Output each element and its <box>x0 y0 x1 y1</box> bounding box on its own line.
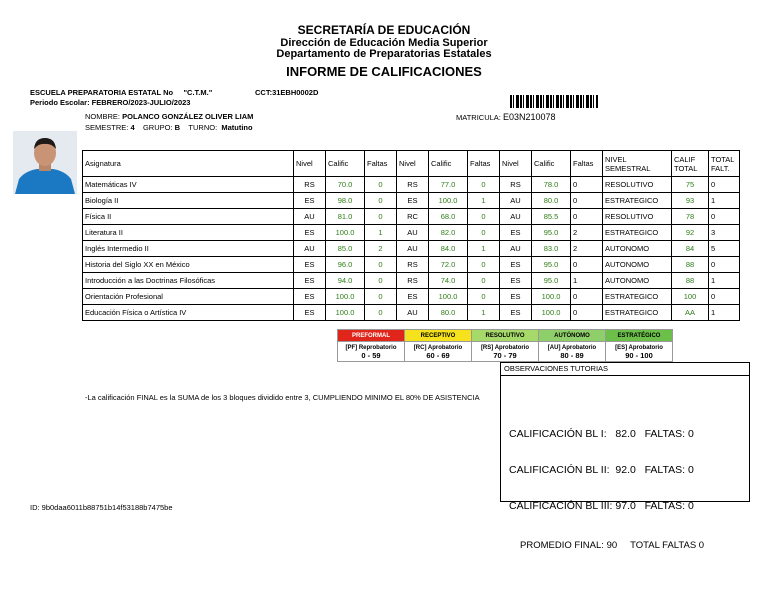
column-header: Asignatura <box>83 151 294 177</box>
grade-cell: 0 <box>365 209 397 225</box>
column-header: Faltas <box>365 151 397 177</box>
scale-level-range <box>338 342 405 362</box>
grade-cell: 92 <box>672 225 709 241</box>
grade-cell: 88 <box>672 273 709 289</box>
grade-cell: 0 <box>365 177 397 193</box>
grade-cell: RS <box>397 273 429 289</box>
grade-cell: 0 <box>365 273 397 289</box>
observations-title: OBSERVACIONES TUTORIAS <box>501 363 749 376</box>
grade-cell: 83.0 <box>532 241 571 257</box>
grade-cell: 1 <box>468 305 500 321</box>
grade-cell: 95.0 <box>532 257 571 273</box>
grade-cell: RS <box>500 177 532 193</box>
grade-cell: 100.0 <box>326 305 365 321</box>
grade-cell: 0 <box>571 257 603 273</box>
grading-scale <box>337 329 673 362</box>
grade-cell: ES <box>500 273 532 289</box>
grade-cell: 0 <box>571 209 603 225</box>
subject-cell: Literatura II <box>83 225 294 241</box>
grade-cell: RS <box>397 257 429 273</box>
grade-cell: 100 <box>672 289 709 305</box>
grade-cell: AU <box>294 209 326 225</box>
final-grade-note: -La calificación FINAL es la SUMA de los 3 bloques dividido entre 3, CUMPLIENDO MINIMO EL 80% DE ASISTENCIA <box>85 393 480 402</box>
subject-cell: Biología II <box>83 193 294 209</box>
scale-level-description: [AU] Aprobatorio <box>547 344 597 351</box>
table-row <box>83 241 740 257</box>
subject-cell: Matemáticas IV <box>83 177 294 193</box>
grade-cell: 95.0 <box>532 273 571 289</box>
grade-cell: 2 <box>365 241 397 257</box>
grade-cell: 5 <box>709 241 740 257</box>
grade-cell: 70.0 <box>326 177 365 193</box>
subject-cell: Física II <box>83 209 294 225</box>
subject-cell: Introducción a las Doctrinas Filosóficas <box>83 273 294 289</box>
grade-cell: ESTRATEGICO <box>603 225 672 241</box>
table-row <box>83 193 740 209</box>
header-departamento: Departamento de Preparatorias Estatales <box>276 48 492 60</box>
grade-cell: ES <box>294 305 326 321</box>
grades-table <box>82 150 740 321</box>
table-row <box>83 305 740 321</box>
grade-cell: 3 <box>709 225 740 241</box>
scale-level-range <box>539 342 606 362</box>
grade-cell: 0 <box>571 177 603 193</box>
scale-level-range <box>405 342 472 362</box>
observations-box <box>500 362 750 551</box>
grade-cell: ES <box>294 225 326 241</box>
table-row <box>83 289 740 305</box>
grade-cell: AUTONOMO <box>603 257 672 273</box>
grade-cell: 72.0 <box>429 257 468 273</box>
grade-cell: 78 <box>672 209 709 225</box>
block2-summary: CALIFICACIÓN BL II: 92.0 FALTAS: 0 <box>509 464 694 476</box>
column-header: Calific <box>326 151 365 177</box>
grade-cell: ES <box>294 257 326 273</box>
grade-cell: 84.0 <box>429 241 468 257</box>
school-cct: CCT:31EBH0002D <box>255 88 319 97</box>
grade-cell: 0 <box>468 177 500 193</box>
grade-cell: AU <box>500 193 532 209</box>
column-header: TOTAL FALT. <box>709 151 740 177</box>
column-header: Calific <box>532 151 571 177</box>
column-header: Nivel <box>397 151 429 177</box>
matricula-value: E03N210078 <box>502 112 556 122</box>
grade-cell: 0 <box>709 209 740 225</box>
grade-cell: 0 <box>571 305 603 321</box>
column-header: Faltas <box>468 151 500 177</box>
grade-cell: 1 <box>365 225 397 241</box>
grade-cell: RS <box>294 177 326 193</box>
column-header: CALIF TOTAL <box>672 151 709 177</box>
grade-cell: 0 <box>468 225 500 241</box>
grade-cell: ES <box>294 193 326 209</box>
grades-header-row <box>83 151 740 177</box>
column-header: Nivel <box>500 151 532 177</box>
grade-cell: ES <box>500 289 532 305</box>
table-row <box>83 273 740 289</box>
grade-cell: 100.0 <box>429 289 468 305</box>
grade-cell: 1 <box>709 193 740 209</box>
grade-cell: RESOLUTIVO <box>603 209 672 225</box>
scale-level-label: ESTRATÉGICO <box>606 330 673 342</box>
grade-cell: ES <box>397 289 429 305</box>
scale-level-range-value: 90 - 100 <box>625 350 653 360</box>
grade-cell: 100.0 <box>429 193 468 209</box>
scale-level-description: [PF] Reprobatorio <box>345 344 397 351</box>
grade-cell: ES <box>500 305 532 321</box>
grade-cell: 68.0 <box>429 209 468 225</box>
grade-cell: 0 <box>709 289 740 305</box>
grade-cell: 84 <box>672 241 709 257</box>
grade-cell: 2 <box>571 241 603 257</box>
subject-cell: Historia del Siglo XX en México <box>83 257 294 273</box>
subject-cell: Educación Física o Artística IV <box>83 305 294 321</box>
grade-cell: 1 <box>709 273 740 289</box>
grade-cell: AU <box>500 241 532 257</box>
grade-cell: AU <box>397 241 429 257</box>
scale-level-label: PREFORMAL <box>338 330 405 342</box>
grade-cell: 1 <box>468 241 500 257</box>
grade-cell: 0 <box>468 257 500 273</box>
student-photo <box>13 131 77 194</box>
student-name: POLANCO GONZÁLEZ OLIVER LIAM <box>122 112 254 121</box>
grade-cell: 2 <box>571 225 603 241</box>
grade-cell: 100.0 <box>532 305 571 321</box>
grade-cell: 0 <box>365 257 397 273</box>
grade-cell: 0 <box>365 305 397 321</box>
grade-cell: 0 <box>571 193 603 209</box>
grade-cell: RS <box>397 177 429 193</box>
grade-cell: 0 <box>468 209 500 225</box>
grade-cell: 0 <box>709 257 740 273</box>
grade-cell: 95.0 <box>532 225 571 241</box>
grade-cell: 1 <box>571 273 603 289</box>
matricula-label: MATRICULA: <box>456 113 501 122</box>
scale-level-label: RESOLUTIVO <box>472 330 539 342</box>
grade-cell: 96.0 <box>326 257 365 273</box>
matricula-row <box>456 112 556 122</box>
grade-cell: 94.0 <box>326 273 365 289</box>
shift-label: TURNO: <box>188 123 218 132</box>
grade-cell: 81.0 <box>326 209 365 225</box>
shift-value: Matutino <box>221 123 253 132</box>
grade-cell: 85.5 <box>532 209 571 225</box>
grade-cell: 93 <box>672 193 709 209</box>
grade-cell: 85.0 <box>326 241 365 257</box>
grade-cell: 1 <box>709 305 740 321</box>
grade-cell: 100.0 <box>326 225 365 241</box>
grade-cell: ES <box>294 273 326 289</box>
scale-level-label: RECEPTIVO <box>405 330 472 342</box>
scale-level-range-value: 70 - 79 <box>493 350 517 360</box>
grade-cell: 0 <box>709 177 740 193</box>
grade-cell: 100.0 <box>326 289 365 305</box>
grade-cell: ES <box>294 289 326 305</box>
semester-label: SEMESTRE: <box>85 123 129 132</box>
table-row <box>83 177 740 193</box>
barcode-image <box>510 95 598 108</box>
report-title: INFORME DE CALIFICACIONES <box>286 64 482 79</box>
column-header: NIVEL SEMESTRAL <box>603 151 672 177</box>
grade-cell: 0 <box>365 193 397 209</box>
grade-cell: 1 <box>468 193 500 209</box>
header-direccion: Dirección de Educación Media Superior <box>280 37 488 49</box>
student-info-row <box>85 123 253 132</box>
scale-level-description: [RC] Aprobatorio <box>413 344 463 351</box>
scale-level-description: [RS] Aprobatorio <box>480 344 530 351</box>
grade-cell: ESTRATEGICO <box>603 289 672 305</box>
scale-level-range <box>606 342 673 362</box>
grade-cell: 88 <box>672 257 709 273</box>
column-header: Faltas <box>571 151 603 177</box>
grade-cell: ESTRATEGICO <box>603 193 672 209</box>
grade-cell: 78.0 <box>532 177 571 193</box>
name-label: NOMBRE: <box>85 112 121 121</box>
grade-cell: 75 <box>672 177 709 193</box>
grade-cell: AU <box>397 225 429 241</box>
group-value: B <box>174 123 181 132</box>
subject-cell: Inglés Intermedio II <box>83 241 294 257</box>
scale-level-description: [ES] Aprobatorio <box>615 344 663 351</box>
semester-value: 4 <box>130 123 135 132</box>
grade-cell: ESTRATEGICO <box>603 305 672 321</box>
table-row <box>83 225 740 241</box>
school-name: ESCUELA PREPARATORIA ESTATAL No "C.T.M." <box>30 88 213 97</box>
final-average: PROMEDIO FINAL: 90 TOTAL FALTAS 0 <box>520 540 705 551</box>
student-name-row <box>85 112 253 121</box>
grade-cell: AUTONOMO <box>603 273 672 289</box>
school-period: Periodo Escolar: FEBRERO/2023-JULIO/2023 <box>30 98 191 107</box>
grade-cell: ES <box>500 225 532 241</box>
document-id: ID: 9b0daa6011b88751b14f53188b7475be <box>30 503 173 512</box>
subject-cell: Orientación Profesional <box>83 289 294 305</box>
group-label: GRUPO: <box>142 123 173 132</box>
grade-cell: 0 <box>468 273 500 289</box>
table-row <box>83 257 740 273</box>
grade-cell: AUTONOMO <box>603 241 672 257</box>
grade-cell: AU <box>294 241 326 257</box>
grade-cell: RESOLUTIVO <box>603 177 672 193</box>
grade-cell: 98.0 <box>326 193 365 209</box>
grade-cell: 80.0 <box>429 305 468 321</box>
grade-cell: AU <box>500 209 532 225</box>
table-row <box>83 209 740 225</box>
scale-level-range <box>472 342 539 362</box>
grade-cell: 80.0 <box>532 193 571 209</box>
grade-cell: AA <box>672 305 709 321</box>
header-secretaria: SECRETARÍA DE EDUCACIÓN <box>297 23 471 37</box>
grade-cell: 0 <box>365 289 397 305</box>
grade-cell: 100.0 <box>532 289 571 305</box>
grade-cell: ES <box>500 257 532 273</box>
scale-level-label: AUTÓNOMO <box>539 330 606 342</box>
grade-cell: 0 <box>468 289 500 305</box>
block1-summary: CALIFICACIÓN BL I: 82.0 FALTAS: 0 <box>509 428 694 440</box>
column-header: Calific <box>429 151 468 177</box>
grade-cell: 77.0 <box>429 177 468 193</box>
scale-level-range-value: 0 - 59 <box>361 350 381 360</box>
grade-cell: AU <box>397 305 429 321</box>
grade-cell: 0 <box>571 289 603 305</box>
grade-cell: ES <box>397 193 429 209</box>
scale-level-range-value: 80 - 89 <box>560 350 584 360</box>
scale-level-range-value: 60 - 69 <box>426 350 450 360</box>
grade-cell: 74.0 <box>429 273 468 289</box>
block3-summary: CALIFICACIÓN BL III: 97.0 FALTAS: 0 <box>509 500 694 512</box>
grade-cell: 82.0 <box>429 225 468 241</box>
grade-cell: RC <box>397 209 429 225</box>
column-header: Nivel <box>294 151 326 177</box>
